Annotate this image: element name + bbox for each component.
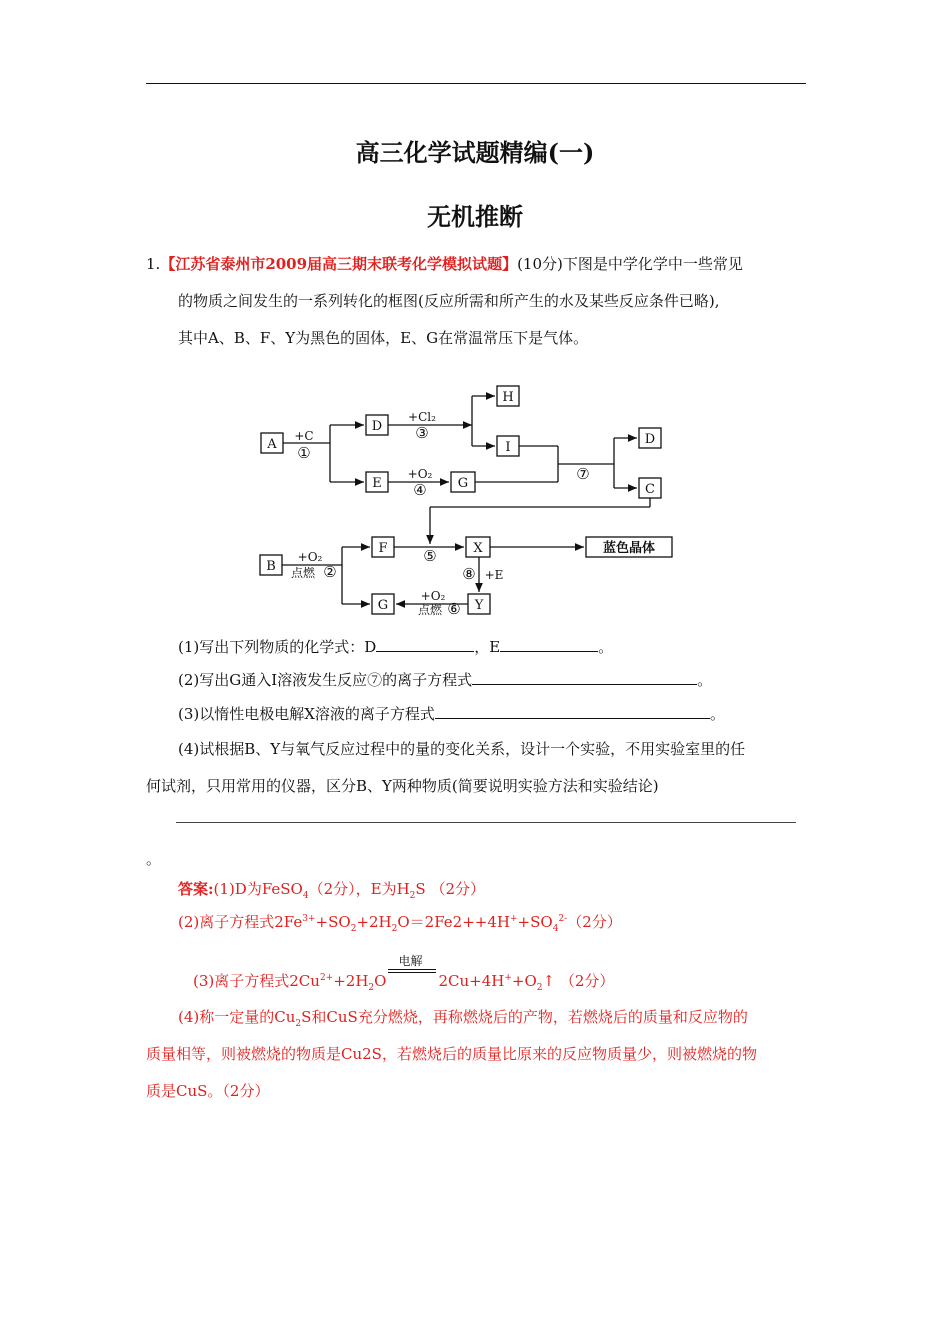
sub-question-4-end: 。: [146, 850, 162, 868]
answer-label: 答案:: [178, 880, 214, 898]
node-G-bottom: G: [377, 598, 389, 613]
sub-question-4-line-1: (4)试根据B、Y与氧气反应过程中的量的变化关系，设计一个实验，不用实验室里的任: [178, 740, 746, 758]
r2-reagent: +O₂: [297, 550, 323, 564]
electrolysis-sign: [386, 954, 438, 986]
node-Y: Y: [474, 598, 484, 613]
node-blue-crystal: 蓝色晶体: [602, 541, 656, 556]
r7-number: ⑦: [576, 465, 590, 483]
question-source: 【江苏省泰州市2009届高三期末联考化学模拟试题】: [160, 255, 518, 273]
answer-3-d: 2Cu+4H: [438, 972, 505, 990]
sub3-prefix: (3)以惰性电极电解X溶液的离子方程式: [178, 705, 435, 723]
r6-reagent: +O₂: [420, 589, 446, 603]
answer-1-sub: 4: [302, 891, 309, 901]
node-H: H: [502, 390, 514, 405]
answer-2-e: +SO: [517, 913, 553, 931]
answer-3-sup2: +: [504, 973, 512, 983]
r4-number: ④: [413, 481, 427, 499]
equals-bar: [388, 969, 436, 973]
answer-4-b: S和CuS充分燃烧，再称燃烧后的产物，若燃烧后的质量和反应物的: [301, 1008, 748, 1026]
answer-1-c: S （2分）: [415, 880, 485, 898]
sub-question-3: [178, 703, 725, 724]
answer-2-c: +2H: [356, 913, 392, 931]
sub2-end: 。: [697, 671, 713, 689]
answer-2-sup: 3+: [302, 914, 316, 924]
answer-1: [178, 878, 485, 901]
answer-1-b: （2分），E为H: [308, 880, 410, 898]
node-B: B: [266, 559, 276, 574]
sub-question-2: [178, 669, 712, 690]
answer-3-sub: 2: [368, 983, 375, 993]
answer-3-sup: 2+: [319, 973, 334, 983]
answer-2: [178, 911, 622, 934]
answer-2-sub3: 4: [552, 924, 559, 934]
r3-number: ③: [415, 424, 429, 442]
answer-blank-2[interactable]: [472, 670, 697, 685]
r5-number: ⑤: [423, 547, 437, 565]
answer-2-sup2: +: [510, 914, 518, 924]
electrolysis-label: 电解: [398, 954, 423, 968]
r8-number: ⑧: [462, 565, 476, 583]
answer-2-f: （2分）: [567, 913, 622, 931]
answer-3-sub2: 2: [536, 983, 543, 993]
sub1-end: 。: [598, 638, 614, 656]
answer-1-a: (1)D为FeSO: [213, 880, 303, 898]
answer-2-b: +SO: [315, 913, 351, 931]
r2-condition: 点燃: [290, 566, 316, 580]
r1-reagent: +C: [294, 429, 314, 443]
question-stem-1: 下图是中学化学中一些常见: [562, 255, 743, 273]
answer-3-f: ↑ （2分）: [542, 972, 615, 990]
answer-2-a: (2)离子方程式2Fe: [178, 913, 303, 931]
question-stem-2: 的物质之间发生的一系列转化的框图(反应所需和所产生的水及某些反应条件已略),: [178, 292, 720, 310]
node-G: G: [457, 476, 469, 491]
node-C: C: [645, 482, 655, 497]
r4-reagent: +O₂: [407, 467, 433, 481]
page-title: 高三化学试题精编(一): [355, 138, 595, 167]
answer-2-sup3: 2-: [558, 914, 568, 924]
sub3-end: 。: [709, 705, 725, 723]
node-E: E: [372, 476, 382, 491]
answer-2-sub2: 2: [391, 924, 398, 934]
node-D: D: [371, 419, 383, 434]
section-title: 无机推断: [427, 202, 523, 231]
node-X: X: [473, 541, 483, 556]
sub2-prefix: (2)写出G通入I溶液发生反应⑦的离子方程式: [178, 671, 473, 689]
answer-4-line-3: 质是CuS。（2分）: [146, 1082, 270, 1100]
sub1-mid: ，E: [474, 638, 501, 656]
question-stem-3: 其中A、B、F、Y为黑色的固体，E、G在常温常压下是气体。: [178, 329, 589, 347]
r1-number: ①: [297, 444, 311, 462]
r8-reagent: +E: [484, 568, 504, 582]
question-points: (10分): [517, 255, 563, 273]
answer-1-sub2: 2: [409, 891, 416, 901]
answer-blank-3[interactable]: [435, 704, 710, 719]
r3-reagent: +Cl₂: [408, 410, 436, 424]
answer-2-d: O＝2Fe2++4H: [397, 913, 510, 931]
answer-4-a: (4)称一定量的Cu: [178, 1008, 296, 1026]
node-F: F: [378, 541, 388, 556]
answer-3-e: +O: [511, 972, 537, 990]
answer-3: [193, 954, 615, 993]
answer-3-a: (3)离子方程式2Cu: [193, 972, 320, 990]
sub1-prefix: (1)写出下列物质的化学式：D: [178, 638, 377, 656]
r6-condition: 点燃: [417, 603, 443, 617]
node-D-product: D: [644, 432, 656, 447]
answer-4-line-2: 质量相等，则被燃烧的物质是Cu2S，若燃烧后的质量比原来的反应物质量少，则被燃烧的物: [146, 1045, 757, 1063]
sub-question-1: [178, 636, 613, 657]
reaction-flowchart: [258, 380, 698, 620]
question-line-1: [146, 253, 743, 274]
node-I: I: [505, 440, 511, 455]
answer-3-c: O: [374, 972, 387, 990]
answer-blank-D[interactable]: [376, 637, 474, 652]
answer-3-b: +2H: [333, 972, 369, 990]
answer-4-sub: 2: [295, 1019, 302, 1029]
r6-number: ⑥: [447, 600, 461, 618]
answer-4-line-1: [178, 1006, 748, 1029]
answer-blank-E[interactable]: [500, 637, 598, 652]
answer-2-sub: 2: [350, 924, 357, 934]
header-rule: [146, 83, 806, 84]
question-number: 1.: [146, 255, 161, 273]
node-A: A: [267, 437, 277, 452]
sub-question-4-line-2: 何试剂，只用常用的仪器，区分B、Y两种物质(简要说明实验方法和实验结论): [146, 777, 659, 795]
r2-number: ②: [323, 563, 337, 581]
answer-blank-4[interactable]: [176, 822, 796, 823]
